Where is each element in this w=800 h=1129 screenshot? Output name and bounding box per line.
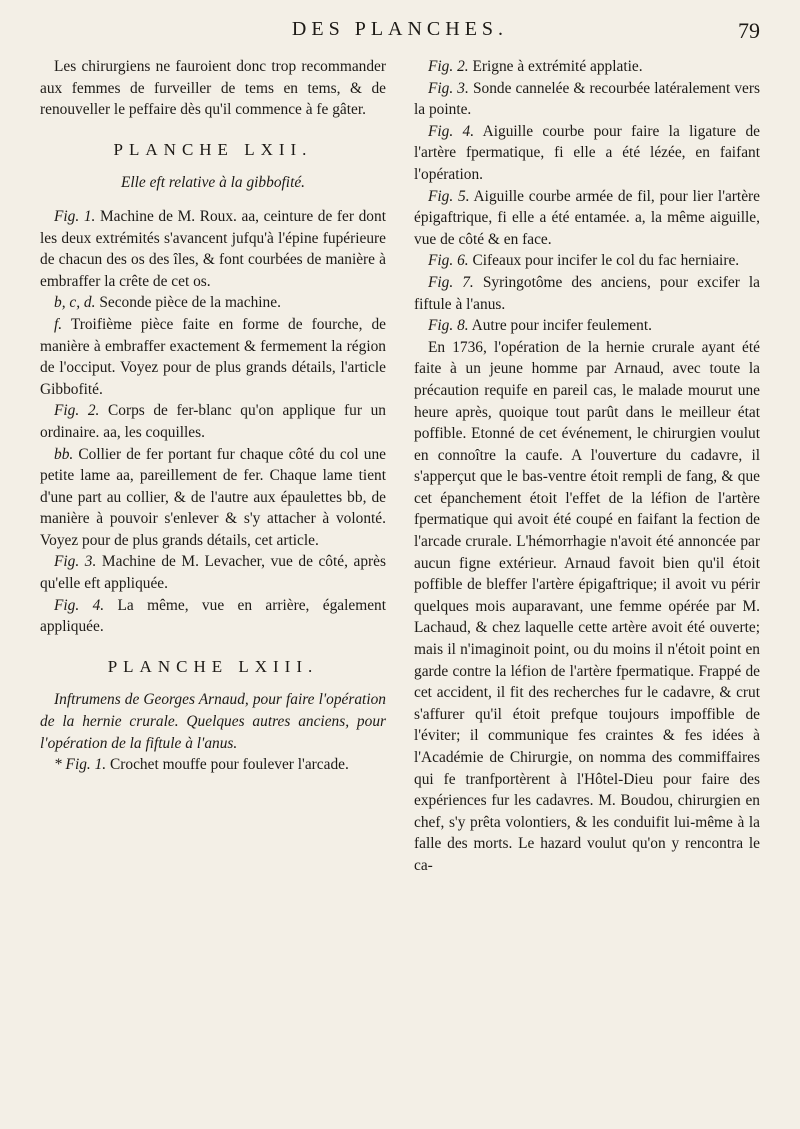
figure-label: Fig. 6. — [428, 252, 469, 270]
figure-entry — [40, 400, 386, 443]
figure-text: Machine de M. Roux. aa, ceinture de fer dont les deux extrémités s'avancent jufqu'à l'épine fupérieure de chacun des os des îles, & font courbées de manière à embraffer la crête de cet os. — [40, 207, 386, 290]
figure-label: f. — [54, 315, 63, 333]
figure-label: Fig. 3. — [428, 79, 469, 97]
figure-label: Fig. 3. — [54, 553, 97, 571]
figure-label: Fig. 4. — [54, 596, 105, 614]
figure-label: Fig. 4. — [428, 122, 475, 140]
figure-text: Collier de fer portant fur chaque côté du col une petite lame aa, pareillement de fer. Chaque lame tient d'une part au collier, & de l'autre aux épaulettes bb, de manière à pouvoir s'enlever & s'y attacher à volonté. Voyez pour de plus grands détails, cet article. — [40, 445, 386, 549]
figure-entry — [414, 78, 760, 121]
figure-entry — [414, 272, 760, 315]
figure-label: Fig. 2. — [54, 402, 100, 420]
figure-label: Fig. 2. — [428, 58, 469, 75]
figure-text: La même, vue en arrière, également appliquée. — [40, 596, 386, 636]
narrative-paragraph: En 1736, l'opération de la hernie crurale ayant été faite à un jeune homme par Arnaud, avec toute la précaution requife en pareil cas, le malade mourut une heure après, quoique tout parût dans le meilleur état poffible. Etonné de cet événement, le chirurgien voulut en connoître la caufe. A l'ouverture du cadavre, il s'apperçut que le bas-ventre étoit rempli de fang, & que cet épanchement étoit l'effet de la léfion de l'artère fpermatique qui avoit été coupé en faifant la fection de l'arcade crurale. L'hémorrhagie n'avoit été annoncée par aucun figne extérieur. Arnaud favoit bien qu'il étoit poffible de bleffer l'artère épigaftrique; il avoit vu périr quelques mois auparavant, une femme opérée par M. Lachaud, & chez laquelle cette artère avoit été ouverte; mais il n'imaginoit point, ou du moins il n'étoit point en garde contre la léfion de l'artère fpermatique. Frappé de cet accident, il fit des recherches fur le cadavre, & crut s'affurer qu'il étoit prefque toujours impoffible de l'éviter; il communique fes craintes & fes idées à l'Académie de Chirurgie, on nomma des commiffaires qui fe tranfportèrent à l'Hôtel-Dieu pour faire des expériences fur les cadavres. M. Boudou, chirurgien en chef, s'y prêta volontiers, & les conduifit lui-même à la falle des morts. Le hazard voulut qu'on y rencontra le ca- — [414, 338, 760, 874]
figure-entry — [414, 186, 760, 251]
figure-entry — [40, 551, 386, 594]
plate-subtitle-lxiii: Inftrumens de Georges Arnaud, pour faire l'opération de la hernie crurale. Quelques autres anciens, pour l'opération de la fiftule à l'anus. — [40, 691, 386, 752]
figure-entry — [414, 315, 760, 337]
figure-label: bb. — [54, 445, 74, 463]
figure-entry — [414, 56, 760, 78]
intro-paragraph: Les chirurgiens ne fauroient donc trop recommander aux femmes de furveiller de tems en tems, & de renouveller le peffaire dès qu'il commence à fe gâter. — [40, 58, 386, 119]
left-column — [40, 56, 386, 776]
figure-text: Corps de fer-blanc qu'on applique fur un ordinaire. aa, les coquilles. — [40, 402, 386, 441]
figure-text: Crochet mouffe pour foulever l'arcade. — [110, 756, 349, 774]
running-title: DES PLANCHES. — [291, 18, 509, 40]
page-number: 79 — [738, 18, 760, 43]
figure-label: b, c, d. — [54, 294, 96, 312]
figure-entry — [414, 250, 760, 272]
figure-entry — [414, 121, 760, 186]
figure-entry — [40, 595, 386, 638]
plate-subtitle-lxii: Elle eft relative à la gibbofité. — [120, 174, 306, 192]
figure-entry — [40, 314, 386, 400]
figure-entry — [40, 444, 386, 552]
figure-text: Machine de M. Levacher, vue de côté, après qu'elle eft appliquée. — [40, 553, 386, 593]
figure-text: Aiguille courbe armée de fil, pour lier l'artère épigaftrique, fi elle a été entamée. a, la même aiguille, vue de côté & en face. — [414, 187, 760, 248]
figure-text: Autre pour incifer feulement. — [471, 317, 652, 335]
figure-label: Fig. 1. — [54, 207, 96, 225]
plate-heading-lxii: PLANCHE LXII. — [113, 139, 313, 159]
figure-label: * Fig. 1. — [54, 756, 107, 774]
figure-text: Aiguille courbe pour faire la ligature de l'artère fpermatique, fi elle a été lézée, en faifant l'opération. — [414, 122, 760, 183]
figure-label: Fig. 8. — [428, 317, 469, 335]
right-column — [414, 56, 760, 877]
plate-heading-lxiii: PLANCHE LXIII. — [107, 656, 319, 676]
figure-text: Syringotôme des anciens, pour excifer la fiftule à l'anus. — [414, 273, 760, 313]
figure-entry — [40, 292, 386, 314]
figure-label: Fig. 7. — [428, 273, 474, 291]
figure-text: Seconde pièce de la machine. — [99, 294, 281, 312]
figure-text: Sonde cannelée & recourbée latéralement vers la pointe. — [414, 79, 760, 119]
figure-text: Cifeaux pour incifer le col du fac herniaire. — [472, 252, 740, 270]
figure-text: Troifième pièce faite en forme de fourche, de manière à embraffer exactement & fermement la région de l'occiput. Voyez pour de plus grands détails, l'article Gibbofité. — [40, 315, 386, 398]
figure-entry — [40, 206, 386, 292]
figure-label: Fig. 5. — [428, 187, 470, 205]
figure-entry — [40, 754, 386, 776]
figure-text: Erigne à extrémité applatie. — [472, 58, 643, 75]
page-header — [40, 18, 760, 48]
